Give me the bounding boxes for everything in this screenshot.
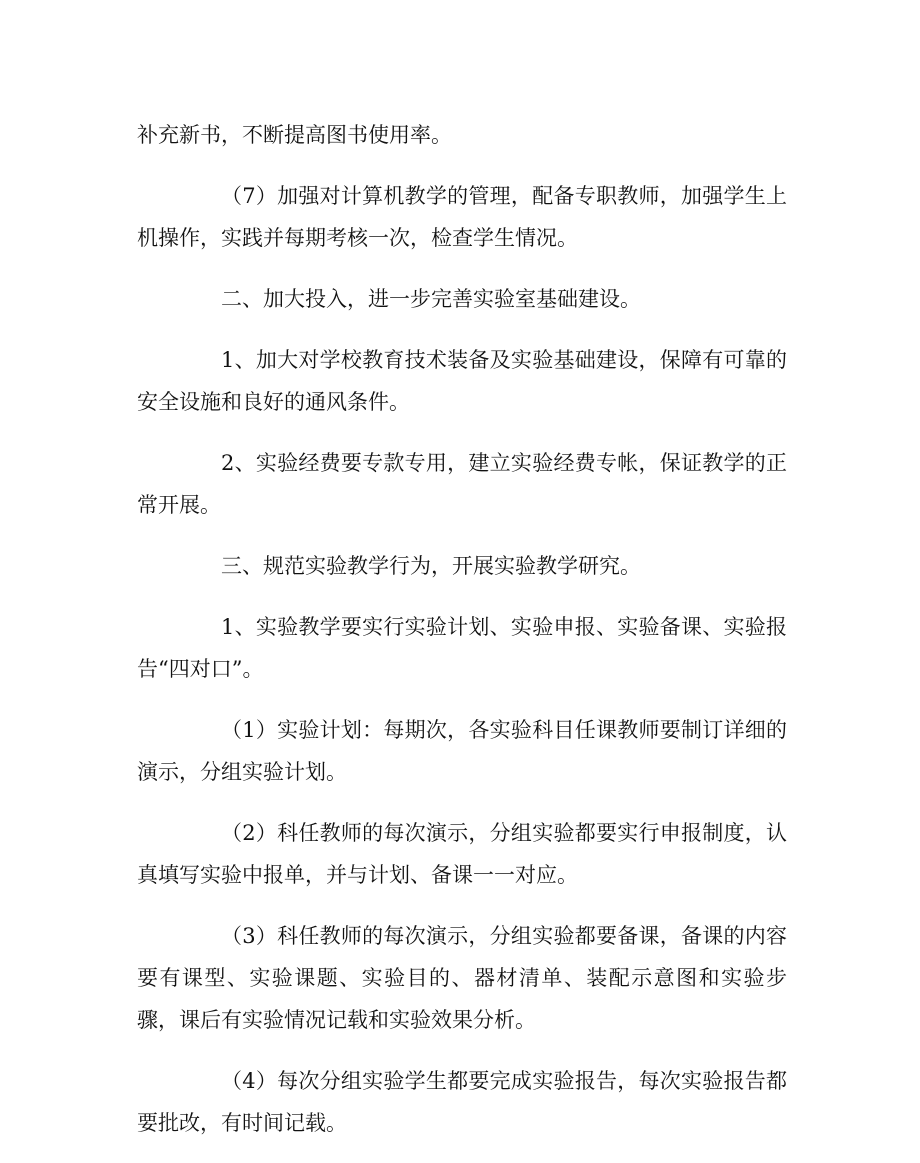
section-heading-3: 三、规范实验教学行为，开展实验教学研究。 xyxy=(221,554,641,578)
paragraph-continuation: 补充新书，不断提高图书使用率。 xyxy=(137,123,452,147)
section-heading-2: 二、加大投入，进一步完善实验室基础建设。 xyxy=(221,287,641,311)
paragraph-sub-1: （1）实验计划：每期次，各实验科目任课教师要制订详细的演示，分组实验计划。 xyxy=(137,718,787,784)
paragraph-sub-4: （4）每次分组实验学生都要完成实验报告，每次实验报告都要批改，有时间记载。 xyxy=(137,1069,787,1135)
paragraph-2-2: 2、实验经费要专款专用，建立实验经费专帐，保证教学的正常开展。 xyxy=(137,451,787,517)
paragraph-2-1: 1、加大对学校教育技术装备及实验基础建设，保障有可靠的安全设施和良好的通风条件。 xyxy=(137,348,787,414)
paragraph-sub-3: （3）科任教师的每次演示，分组实验都要备课，备课的内容要有课型、实验课题、实验目的、器材清单、装配示意图和实验步骤，课后有实验情况记载和实验效果分析。 xyxy=(137,924,787,1032)
paragraph-sub-2: （2）科任教师的每次演示，分组实验都要实行申报制度，认真填写实验中报单，并与计划、备课一一对应。 xyxy=(137,821,787,887)
document-body xyxy=(137,114,787,1163)
paragraph-item-7: （7）加强对计算机教学的管理，配备专职教师，加强学生上机操作，实践并每期考核一次，检查学生情况。 xyxy=(137,184,787,250)
paragraph-3-1: 1、实验教学要实行实验计划、实验申报、实验备课、实验报告“四对口”。 xyxy=(137,615,787,681)
